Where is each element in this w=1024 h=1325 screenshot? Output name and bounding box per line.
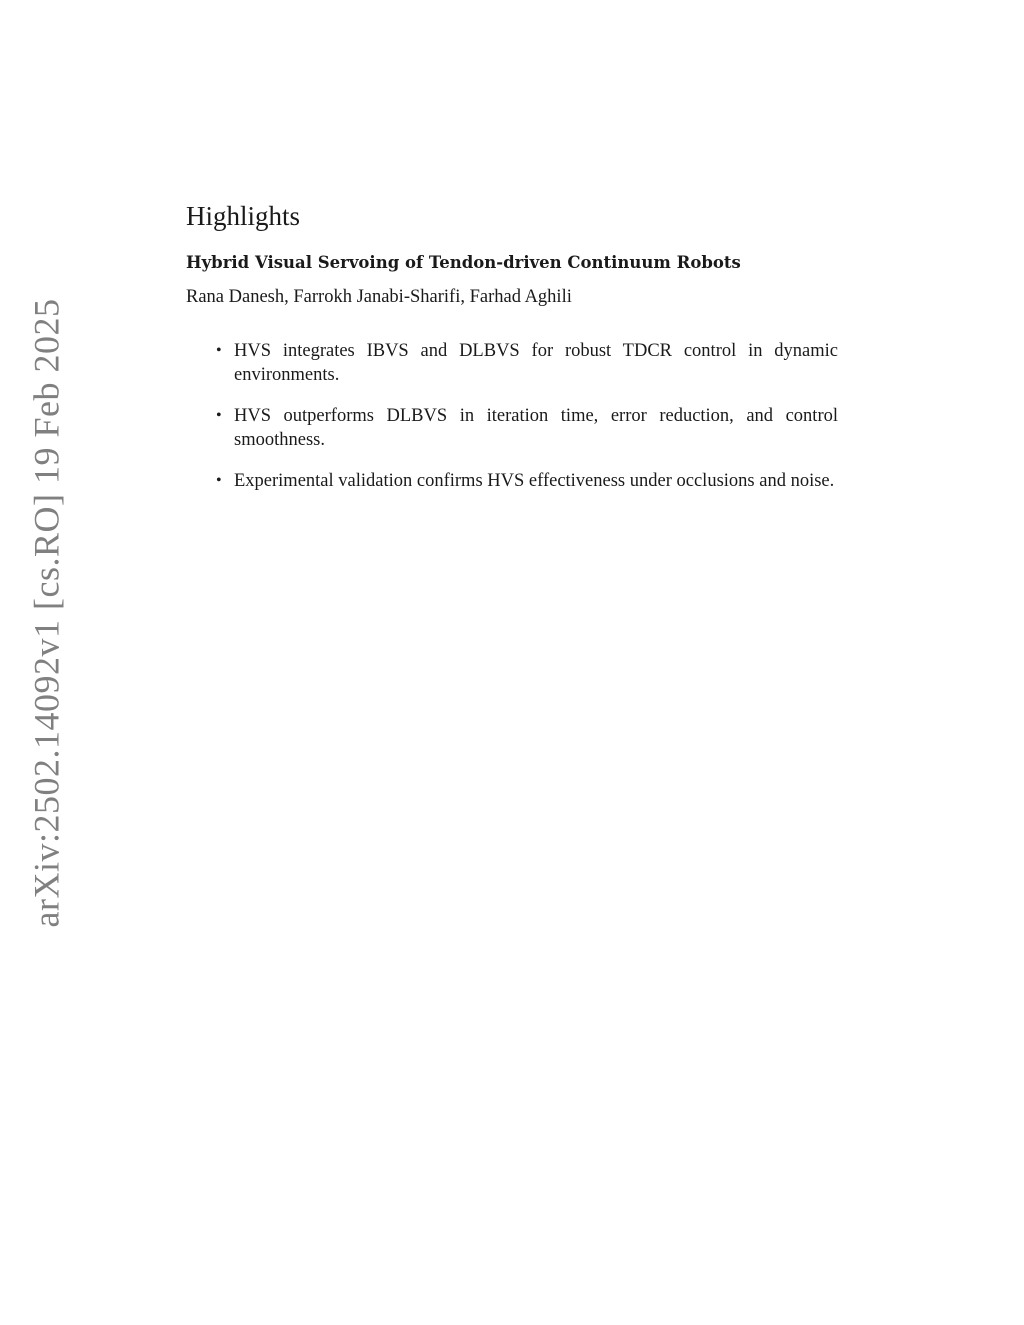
highlight-item: [216, 339, 838, 387]
arxiv-identifier-text: arXiv:2502.14092v1 [cs.RO] 19 Feb 2025: [26, 298, 67, 927]
highlights-page: [186, 200, 838, 510]
highlight-item: [216, 469, 838, 493]
highlights-list: [186, 339, 838, 493]
highlight-text: HVS integrates IBVS and DLBVS for robust TDCR control in dynamic environments.: [234, 340, 838, 385]
highlight-item: [216, 404, 838, 452]
highlight-text: HVS outperforms DLBVS in iteration time, error reduction, and control smoothness.: [234, 405, 838, 450]
highlight-text: Experimental validation confirms HVS effectiveness under occlusions and noise.: [234, 470, 835, 491]
paper-title: Hybrid Visual Servoing of Tendon-driven Continuum Robots: [186, 253, 741, 273]
bullet-icon: •: [216, 471, 222, 489]
bullet-icon: •: [216, 406, 222, 424]
author-list: Rana Danesh, Farrokh Janabi-Sharifi, Farhad Aghili: [186, 286, 572, 307]
bullet-icon: •: [216, 341, 222, 359]
arxiv-identifier-stamp: [22, 298, 70, 927]
section-title: Highlights: [186, 201, 301, 231]
